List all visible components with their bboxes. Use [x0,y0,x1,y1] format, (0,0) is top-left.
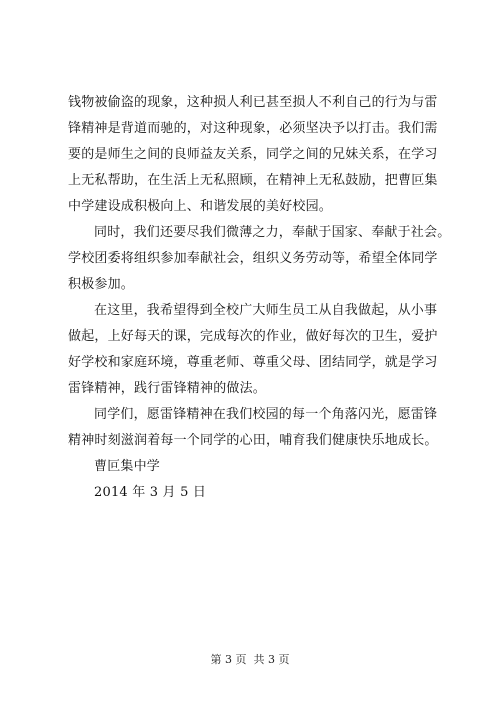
paragraph-1-line-5: 中学建设成积极向上、和谐发展的美好校园。 [68,199,333,214]
paragraph-3-line-1: 在这里，我希望得到全校广大师生员工从自我做起，从小事 [94,303,438,318]
paragraph-2-line-3: 积极参加。 [68,277,135,292]
paragraph-3-line-2: 做起，上好每天的课，完成每次的作业，做好每次的卫生，爱护 [68,329,438,344]
document-body [68,90,451,506]
paragraph-1-line-1: 钱物被偷盗的现象，这种损人利已甚至损人不利自己的行为与雷 [68,95,438,110]
signature: 曹叵集中学 [94,459,161,474]
date: 2014 年 3 月 5 日 [94,485,207,500]
page-footer [0,651,500,667]
paragraph-1-line-2: 锋精神是背道而驰的，对这种现象，必须坚决予以打击。我们需 [68,121,438,136]
paragraph-2-line-1: 同时，我们还要尽我们微薄之力，奉献于国家、奉献于社会。 [94,225,451,240]
paragraph-1-line-4: 上无私帮助，在生活上无私照顾，在精神上无私鼓励，把曹叵集 [68,173,438,188]
paragraph-1-line-3: 要的是师生之间的良师益友关系，同学之间的兄妹关系，在学习 [68,147,438,162]
paragraph-4-line-2: 精神时刻滋润着每一个同学的心田，哺育我们健康快乐地成长。 [68,433,438,448]
paragraph-2-line-2: 学校团委将组织参加奉献社会，组织义务劳动等，希望全体同学 [68,251,438,266]
paragraph-4-line-1: 同学们，愿雷锋精神在我们校园的每一个角落闪光，愿雷锋 [94,407,438,422]
paragraph-3-line-3: 好学校和家庭环境，尊重老师、尊重父母、团结同学，就是学习 [68,355,438,370]
page-number: 第 3 页 共 3 页 [210,653,290,666]
paragraph-3-line-4: 雷锋精神，践行雷锋精神的做法。 [68,381,267,396]
